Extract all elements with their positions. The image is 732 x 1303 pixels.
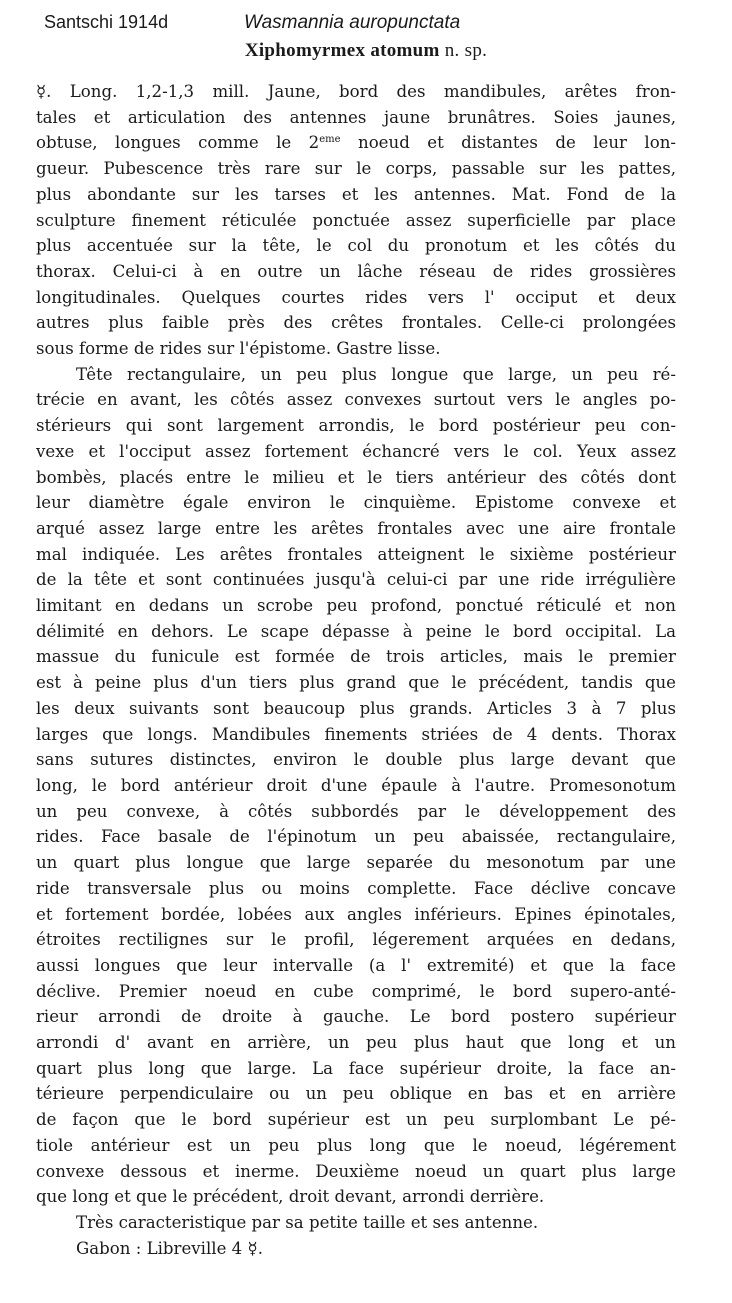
text-line: autres plus faible près des crêtes frontales. Celle-ci prolongées: [36, 313, 676, 333]
text-line: ride transversale plus ou moins complette. Face déclive concave: [36, 878, 676, 898]
text-line: sculpture finement réticulée ponctuée assez superficielle par place: [36, 210, 676, 230]
description-body: [36, 79, 676, 1261]
text-line: sous forme de rides sur l'épistome. Gastre lisse.: [36, 339, 441, 359]
text-line: rides. Face basale de l'épinotum un peu abaissée, rectangulaire,: [36, 827, 676, 847]
text-line: rieur arrondi de droite à gauche. Le bord postero supérieur: [36, 1007, 676, 1027]
text-fragment: noeud et distantes de leur lon-: [340, 133, 676, 153]
citation-label: Santschi 1914d: [44, 12, 169, 32]
text-line: quart plus long que large. La face supérieur droite, la face an-: [36, 1058, 676, 1078]
description-paragraph-3: [36, 1210, 676, 1261]
species-title-suffix: n. sp.: [439, 40, 488, 61]
text-line: déclive. Premier noeud en cube comprimé, le bord supero-anté-: [36, 981, 676, 1001]
text-line: est à peine plus d'un tiers plus grand que le précédent, tandis que: [36, 673, 676, 693]
text-line: leur diamètre égale environ le cinquième. Epistome convexe et: [36, 493, 676, 513]
text-line: plus abondante sur les tarses et les antennes. Mat. Fond de la: [36, 184, 676, 204]
text-line: Tête rectangulaire, un peu plus longue que large, un peu ré-: [76, 364, 676, 384]
text-line: massue du funicule est formée de trois articles, mais le premier: [36, 647, 676, 667]
text-line: les deux suivants sont beaucoup plus grands. Articles 3 à 7 plus: [36, 698, 676, 718]
text-line: mal indiquée. Les arêtes frontales atteignent le sixième postérieur: [36, 544, 676, 564]
text-line: plus accentuée sur la tête, le col du pronotum et les côtés du: [36, 236, 676, 256]
text-line: sans sutures distinctes, environ le double plus large devant que: [36, 750, 676, 770]
text-line: gueur. Pubescence très rare sur le corps, passable sur les pattes,: [36, 159, 676, 179]
text-line: Très caracteristique par sa petite taille et ses antenne.: [76, 1212, 539, 1232]
text-line: étroites rectilignes sur le profil, légerement arquées en dedans,: [36, 930, 676, 950]
text-line: de la tête et sont continuées jusqu'à celui-ci par une ride irrégulière: [36, 570, 676, 590]
description-paragraph-1: [36, 79, 676, 362]
text-line: tales et articulation des antennes jaune brunâtres. Soies jaunes,: [36, 107, 676, 127]
text-line: larges que longs. Mandibules finements striées de 4 dents. Thorax: [36, 724, 676, 744]
text-line: trécie en avant, les côtés assez convexes surtout vers le angles po-: [36, 390, 676, 410]
text-line: Gabon : Libreville 4 ☿.: [76, 1238, 263, 1258]
text-line: délimité en dehors. Le scape dépasse à peine le bord occipital. La: [36, 621, 676, 641]
text-line: aussi longues que leur intervalle (a l' extremité) et que la face: [36, 955, 676, 975]
text-line: thorax. Celui-ci à en outre un lâche réseau de rides grossières: [36, 261, 676, 281]
text-line: [36, 130, 676, 156]
text-line: un quart plus longue que large separée du mesonotum par une: [36, 853, 676, 873]
text-line: arrondi d' avant en arrière, un peu plus haut que long et un: [36, 1033, 676, 1053]
text-line: tiole antérieur est un peu plus long que le noeud, légérement: [36, 1135, 676, 1155]
text-line: convexe dessous et inerme. Deuxième noeud un quart plus large: [36, 1161, 676, 1181]
text-line: vexe et l'occiput assez fortement échancré vers le col. Yeux assez: [36, 441, 676, 461]
species-title-name: Xiphomyrmex atomum: [244, 40, 440, 61]
text-line: arqué assez large entre les arêtes frontales avec une aire frontale: [36, 518, 676, 538]
text-line: que long et que le précédent, droit devant, arrondi derrière.: [36, 1187, 545, 1207]
superscript: eme: [319, 134, 341, 146]
species-title: [0, 40, 732, 62]
text-line: de façon que le bord supérieur est un peu surplombant Le pé-: [36, 1110, 676, 1130]
text-line: un peu convexe, à côtés subbordés par le développement des: [36, 801, 676, 821]
text-line: stérieurs qui sont largement arrondis, le bord postérieur peu con-: [36, 416, 676, 436]
text-line: térieure perpendiculaire ou un peu oblique en bas et en arrière: [36, 1084, 676, 1104]
text-line: bombès, placés entre le milieu et le tiers antérieur des côtés dont: [36, 467, 676, 487]
species-label: Wasmannia auropunctata: [244, 12, 461, 33]
text-fragment: obtuse, longues comme le 2: [36, 133, 320, 153]
text-line: long, le bord antérieur droit d'une épaule à l'autre. Promesonotum: [36, 775, 676, 795]
text-line: longitudinales. Quelques courtes rides vers l' occiput et deux: [36, 287, 676, 307]
text-line: et fortement bordée, lobées aux angles inférieurs. Epines épinotales,: [36, 904, 676, 924]
description-paragraph-2: [36, 362, 676, 1210]
text-line: limitant en dedans un scrobe peu profond, ponctué réticulé et non: [36, 596, 676, 616]
text-line: ☿. Long. 1,2-1,3 mill. Jaune, bord des mandibules, arêtes fron-: [36, 82, 676, 101]
